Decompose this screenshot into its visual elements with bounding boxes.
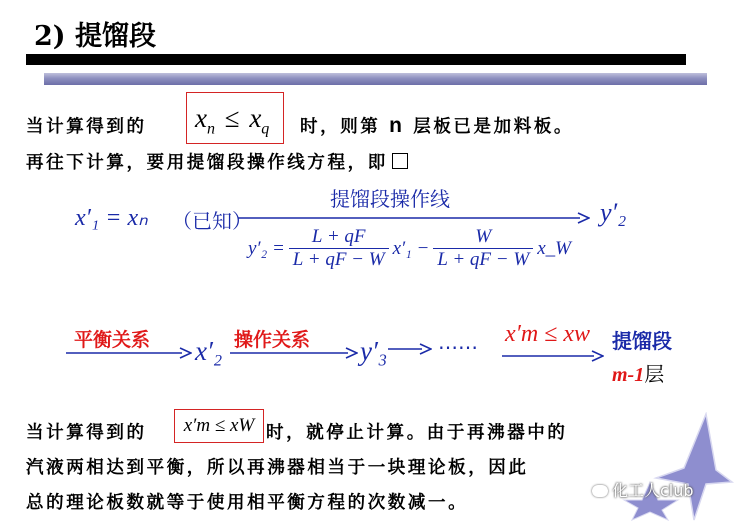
para2-line1-tail: 时，就停止计算。由于再沸器中的 xyxy=(266,423,568,443)
chain-var2: y′₃ xyxy=(360,336,388,366)
page-title xyxy=(34,14,156,53)
eq1-arrow xyxy=(238,212,590,224)
para1-line1-tail: 时，则第 n 层板已是加料板。 xyxy=(300,114,575,137)
title-gradient-bar xyxy=(44,73,707,85)
wechat-icon xyxy=(592,485,608,497)
para2-line1-head: 当计算得到的 xyxy=(26,423,147,443)
eq1-rhs: y′₂ xyxy=(600,198,627,227)
decorative-star-icon xyxy=(620,412,735,521)
eq1-arrow-label: 提馏段操作线 xyxy=(330,187,450,211)
chain-result-section: 提馏段 xyxy=(612,329,672,353)
chain-arrow-2 xyxy=(230,347,358,359)
operating-line-equation: y′₂ = $\frac{L + qF}{L + qF - W}$ x′₁ − $\frac{W}{L + qF - W}$ x_W xyxy=(248,226,571,270)
condition-box-2: x′m ≤ xW xyxy=(174,409,264,443)
eq1-known: （已知） xyxy=(172,209,252,233)
para1-line2: 再往下计算，要用提馏段操作线方程，即 xyxy=(26,149,408,174)
condition-box-1 xyxy=(186,92,284,144)
section-number: 2) xyxy=(34,21,66,52)
watermark: 化工人club xyxy=(592,478,694,501)
title-underline-bar xyxy=(26,54,686,65)
para2-line3: 总的理论板数就等于使用相平衡方程的次数减一。 xyxy=(26,493,469,513)
chain-arrow-3 xyxy=(388,343,432,355)
chain-step2-label: 操作关系 xyxy=(234,329,311,351)
chain-arrow-4 xyxy=(502,350,604,362)
chain-var1: x′₂ xyxy=(195,336,223,366)
para1-line1-text: 当计算得到的 xyxy=(26,117,147,137)
chain-ellipsis: …… xyxy=(438,330,478,354)
eq1-lhs: x′₁ = xₙ xyxy=(75,205,148,231)
condition-formula-1: $x_n \le x_q$ xyxy=(195,103,270,138)
placeholder-box-icon xyxy=(392,153,408,169)
chain-arrow-1 xyxy=(66,347,192,359)
chain-result-count: m-1层 xyxy=(612,362,665,386)
para2-line2: 汽液两相达到平衡，所以再沸器相当于一块理论板，因此 xyxy=(26,458,529,478)
chain-stop-condition: x′m ≤ xw xyxy=(505,321,591,347)
section-title: 提馏段 xyxy=(74,21,156,52)
chain-step1-label: 平衡关系 xyxy=(74,329,151,351)
